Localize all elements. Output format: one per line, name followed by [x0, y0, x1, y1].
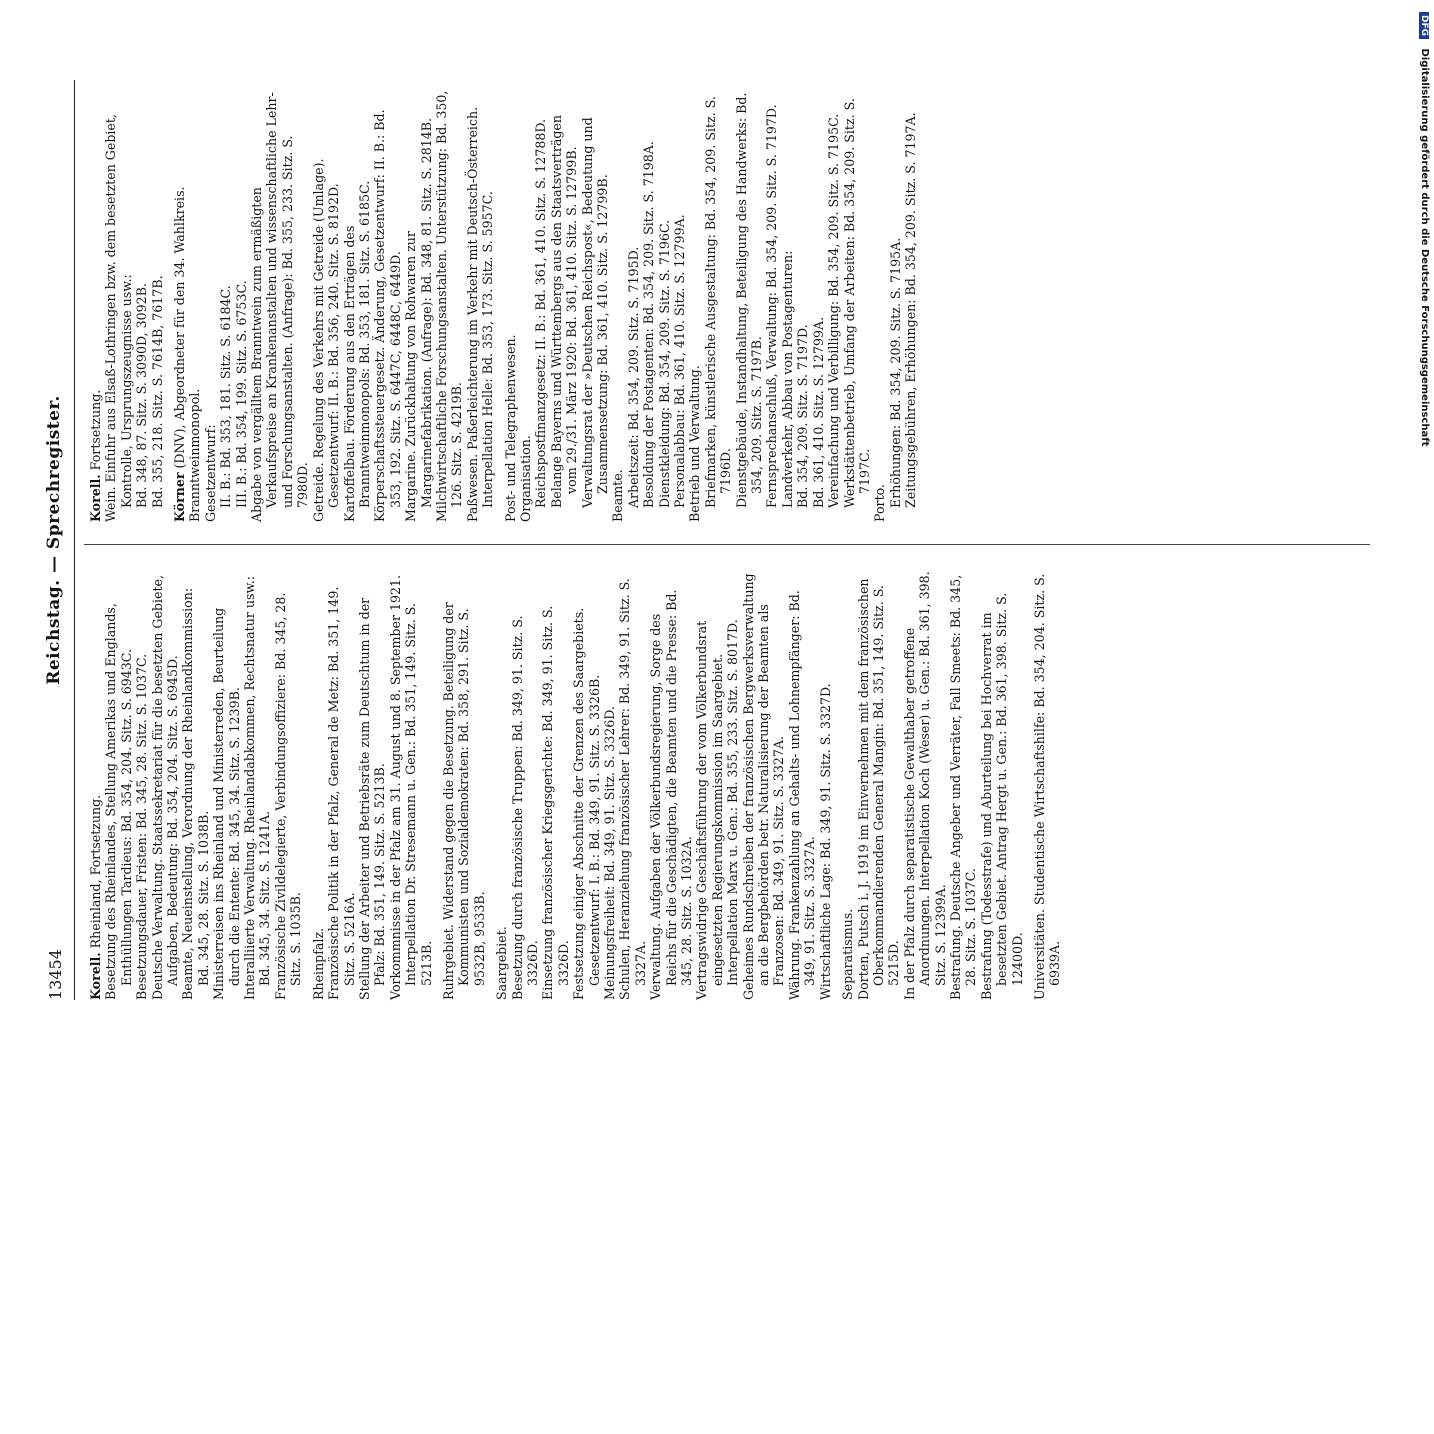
entry-gap — [1025, 568, 1032, 1000]
register-entry: Geheimes Rundschreiben der französischen Bergwerksverwaltung an die Bergbehörden betr. Naturalisierung der Beamten als Franzosen: Bd. 349, 91. Sitz. S. 3327A. — [740, 573, 787, 1000]
register-entry: Personalabbau: Bd. 361, 410. Sitz. S. 12799A. — [672, 214, 688, 508]
register-entry: Vereinfachung und Verbilligung: Bd. 354, 209. Sitz. S. 7195C. — [826, 113, 842, 508]
register-entry: Dienstgebäude, Instandhaltung, Beteiligung des Handwerks: Bd. 354, 209. Sitz. S. 7197B. — [733, 92, 765, 508]
entry-gap — [304, 568, 311, 1000]
register-entry: Bestrafung. Deutsche Angeber und Verräter, Fall Smeets: Bd. 345, 28. Sitz. S. 1037C. — [947, 574, 979, 1000]
register-entry: Post- und Telegraphenwesen. — [502, 334, 518, 522]
register-heading: Rheinpfalz. — [310, 927, 326, 1000]
register-entry: Zeitungsgebühren, Erhöhungen: Bd. 354, 209. Sitz. S. 7197A. — [903, 112, 919, 508]
register-entry: Gesetzentwurf: — [202, 424, 218, 522]
register-entry: Organisation. — [517, 435, 533, 522]
register-entry: Erhöhungen: Bd. 354, 209. Sitz. S. 7195A. — [887, 237, 903, 508]
register-entry: Bd. 355, 218. Sitz. S. 7614B, 7617B. — [149, 275, 165, 508]
entry-gap — [487, 568, 494, 1000]
register-entry: Einsetzung französischer Kriegsgerichte: Bd. 349, 91. Sitz. S. 3326D. — [540, 605, 571, 1000]
columns — [88, 80, 1370, 1000]
register-entry: Französische Zivildelegierte, Verbindungsoffiziere: Bd. 345, 28. Sitz. S. 1035B. — [272, 592, 304, 1000]
register-entry: Vorkommnisse in der Pfalz am 31. August und 8. September 1921. Interpellation Dr. Stresemann u. Gen.: Bd. 351, 149. Sitz. S. 5213B. — [387, 574, 434, 1000]
register-entry: Bd. 348, 87. Sitz. S. 3090D, 3092B. — [134, 283, 150, 508]
register-entry: Branntweinmonopol. — [187, 388, 203, 522]
register-entry: Beamte. — [610, 469, 626, 522]
register-entry: Dienstkleidung: Bd. 354, 209. Sitz. S. 7196C. — [656, 219, 672, 508]
register-entry: Belange Bayerns und Württembergs aus den Staatsverträgen vom 29./31. März 1920: Bd. 361, 410. Sitz. S. 12799B. — [548, 115, 580, 508]
register-entry: Bestrafung (Todesstrafe) und Aburteilung bei Hochverrat im besetzten Gebiet. Antrag Hergt u. Gen.: Bd. 361, 398. Sitz. S. 12400D. — [978, 592, 1025, 1000]
register-entry: Besoldung der Postagenten: Bd. 354, 209. Sitz. S. 7198A. — [641, 141, 657, 508]
register-entry: Abgabe von vergälltem Branntwein zum ermäßigten Verkaufspreise an Krankenanstalten und wissenschaftliche Lehr- und Forschungsanstalten. (Anfrage): Bd. 355, 233. Sitz. S. 7980D. — [249, 92, 311, 522]
register-heading: Ruhrgebiet. Widerstand gegen die Besetzung. Beteiligung der Kommunisten und Sozialdemokraten: Bd. 358, 291. Sitz. S. 9532B, 9533B. — [440, 602, 487, 1000]
digitization-stamp — [1416, 8, 1432, 708]
right-column — [88, 90, 1370, 522]
register-entry: Reichspostfinanzgesetz: II. B.: Bd. 361, 410. Sitz. S. 12788D. — [533, 118, 549, 508]
register-heading: Körner (DNV), Abgeordneter für den 34. Wahlkreis. — [172, 186, 188, 522]
register-entry: Briefmarken, künstlerische Ausgestaltung: Bd. 354, 209. Sitz. S. 7196D. — [702, 96, 734, 508]
register-entry: Wein. Einfuhr aus Elsaß-Lothringen bzw. dem besetzten Gebiet, Kontrolle, Ursprungszeugnisse usw.: — [103, 114, 134, 522]
register-heading: Korell. Rheinland, Fortsetzung. — [88, 794, 103, 1000]
register-entry: Fernsprechanschluß, Verwaltung: Bd. 354, 209. Sitz. S. 7197D. — [764, 104, 780, 508]
register-entry: Vertragswidrige Geschäftsführung der vom Völkerbundsrat eingesetzten Regierungskommission im Saargebiet. Interpellation Marx u. Gen.: Bd. 355, 233. Sitz. S. 8017D. — [694, 619, 741, 1000]
register-entry: Porto. — [872, 484, 888, 522]
register-entry: Stellung der Arbeiter und Betriebsräte zum Deutschtum in der Pfalz: Bd. 351, 149. Sitz. S. 5213B. — [356, 597, 388, 1000]
register-heading: Separatismus. — [840, 908, 856, 1000]
register-entry: Arbeitszeit: Bd. 354, 209. Sitz. S. 7195D. — [625, 246, 641, 508]
register-entry: Landverkehr, Abbau von Postagenturen: — [779, 250, 795, 508]
register-entry: Besetzungsdauer, Fristen: Bd. 345, 28. Sitz. S. 1037C. — [134, 653, 150, 1000]
register-entry: III. B.: Bd. 354, 199. Sitz. S. 6753C. — [233, 280, 249, 508]
running-header — [40, 80, 75, 1000]
register-entry: Währung. Frankenzahlung an Gehalts- und Lohnempfänger: Bd. 349, 91. Sitz. S. 3327A. — [786, 590, 818, 1000]
register-page — [40, 80, 1370, 1000]
page-title: Reichstag. — Sprechregister. — [44, 395, 64, 685]
register-entry: Bd. 354, 209. Sitz. S. 7197D. — [795, 324, 811, 508]
register-entry: Französische Politik in der Pfalz, General de Metz: Bd. 351, 149. Sitz. S. 5216A. — [326, 586, 357, 1000]
entry-gap — [434, 568, 441, 1000]
register-entry: Festsetzung einiger Abschnitte der Grenzen des Saargebiets. Gesetzentwurf: I. B.: Bd. 349, 91. Sitz. S. 3326B. — [571, 607, 602, 1000]
register-entry: Werkstättenbetrieb, Umfang der Arbeiten: Bd. 354, 209. Sitz. S. 7197C. — [841, 98, 872, 508]
entry-gap — [165, 90, 172, 522]
register-entry: Beamte, Neueinstellung, Verordnung der Rheinlandkommission: Bd. 345, 28. Sitz. S. 1038B. — [180, 587, 211, 1000]
page-number: 13454 — [46, 949, 65, 1000]
left-column — [88, 568, 1370, 1000]
register-entry: Ministerreisen ins Rheinland und Ministerreden, Beurteilung durch die Entente: Bd. 345, 34. Sitz. S. 1239B. — [211, 607, 242, 1000]
register-entry: Bd. 361, 410. Sitz. S. 12799A. — [810, 316, 826, 508]
register-entry: Milchwirtschaftliche Forschungsanstalten. Unterstützung: Bd. 350, 126. Sitz. S. 4219B. — [433, 90, 465, 522]
register-entry: Interalliierte Verwaltung. Rheinlandabkommen, Rechtsnatur usw.: Bd. 345, 34. Sitz. S. 1241A. — [242, 576, 273, 1000]
register-entry: Besetzung des Rheinlandes, Stellung Amerikas und Englands, Enthüllungen Tardieus: Bd. 354, 204. Sitz. S. 6943C. — [103, 603, 134, 1000]
register-entry: Margarine. Zurückhaltung von Rohwaren zur Margarinefabrikation. (Anfrage): Bd. 348, 81. Sitz. S. 2814B. — [403, 117, 434, 522]
register-entry: Körperschaftssteuergesetz. Änderung, Gesetzentwurf: II. B.: Bd. 353, 192. Sitz. S. 6447C, 6448C, 6449D. — [372, 109, 403, 522]
stamp-text: Digitalisierung gefördert durch die Deutsche Forschungsgemeinschaft — [1419, 48, 1430, 447]
register-entry: Schulen, Heranziehung französischer Lehrer: Bd. 349, 91. Sitz. S. 3327A. — [617, 578, 648, 1000]
register-heading: Korell. Fortsetzung. — [88, 389, 103, 522]
register-heading: Saargebiet. — [494, 926, 510, 1000]
register-heading: Universitäten. Studentische Wirtschaftshilfe: Bd. 354, 204. Sitz. S. 6939A. — [1031, 573, 1063, 1000]
register-entry: II. B.: Bd. 353, 181. Sitz. S. 6184C. — [218, 285, 234, 508]
register-entry: Wirtschaftliche Lage: Bd. 349, 91. Sitz. S. 3327D. — [817, 683, 833, 1000]
register-entry: Getreide. Regelung des Verkehrs mit Getreide (Umlage). Gesetzentwurf: II. B.: Bd. 356, 240. Sitz. S. 8192D. — [310, 158, 342, 522]
register-entry: Kartoffelbau. Förderung aus den Erträgen des Branntweinmonopols: Bd. 353, 181. Sitz. S. 6185C. — [341, 180, 372, 522]
register-entry: Deutsche Verwaltung. Staatssekretariat für die besetzten Gebiete, Aufgaben, Bedeutung: Bd. 354, 204. Sitz. S. 6945D. — [149, 575, 181, 1000]
entry-gap — [496, 90, 503, 522]
register-entry: Verwaltung. Aufgaben der Völkerbundsregierung, Sorge des Reichs für die Geschädigten, die Beamten und die Presse: Bd. 345, 28. Sitz. S. 1032A. — [648, 589, 695, 1000]
register-entry: Verwaltungsrat der »Deutschen Reichspost«, Bedeutung und Zusammensetzung: Bd. 361, 410. Sitz. S. 12799B. — [579, 117, 610, 508]
dfg-logo: DFG — [1419, 12, 1429, 39]
register-entry: Dorten, Putsch i. J. 1919 im Einvernehmen mit dem französischen Oberkommandierenden General Mangin: Bd. 351, 149. Sitz. S. 5215D. — [855, 578, 902, 1000]
entry-gap — [833, 568, 840, 1000]
register-entry: Meinungsfreiheit: Bd. 349, 91. Sitz. S. 3326D. — [602, 706, 617, 1000]
register-entry: Betrieb und Verwaltung. — [687, 365, 703, 522]
register-entry: Besetzung durch französische Truppen: Bd. 349, 91. Sitz. S. 3326D. — [509, 615, 540, 1000]
register-entry: In der Pfalz durch separatistische Gewalthaber getroffene Anordnungen. Interpellation Koch (Weser) u. Gen.: Bd. 361, 398. Sitz. S. 12399A. — [901, 571, 948, 1000]
register-entry: Paßwesen. Paßerleichterung im Verkehr mit Deutsch-Österreich. Interpellation Helle: Bd. 353, 173. Sitz. S. 5957C. — [464, 106, 496, 522]
